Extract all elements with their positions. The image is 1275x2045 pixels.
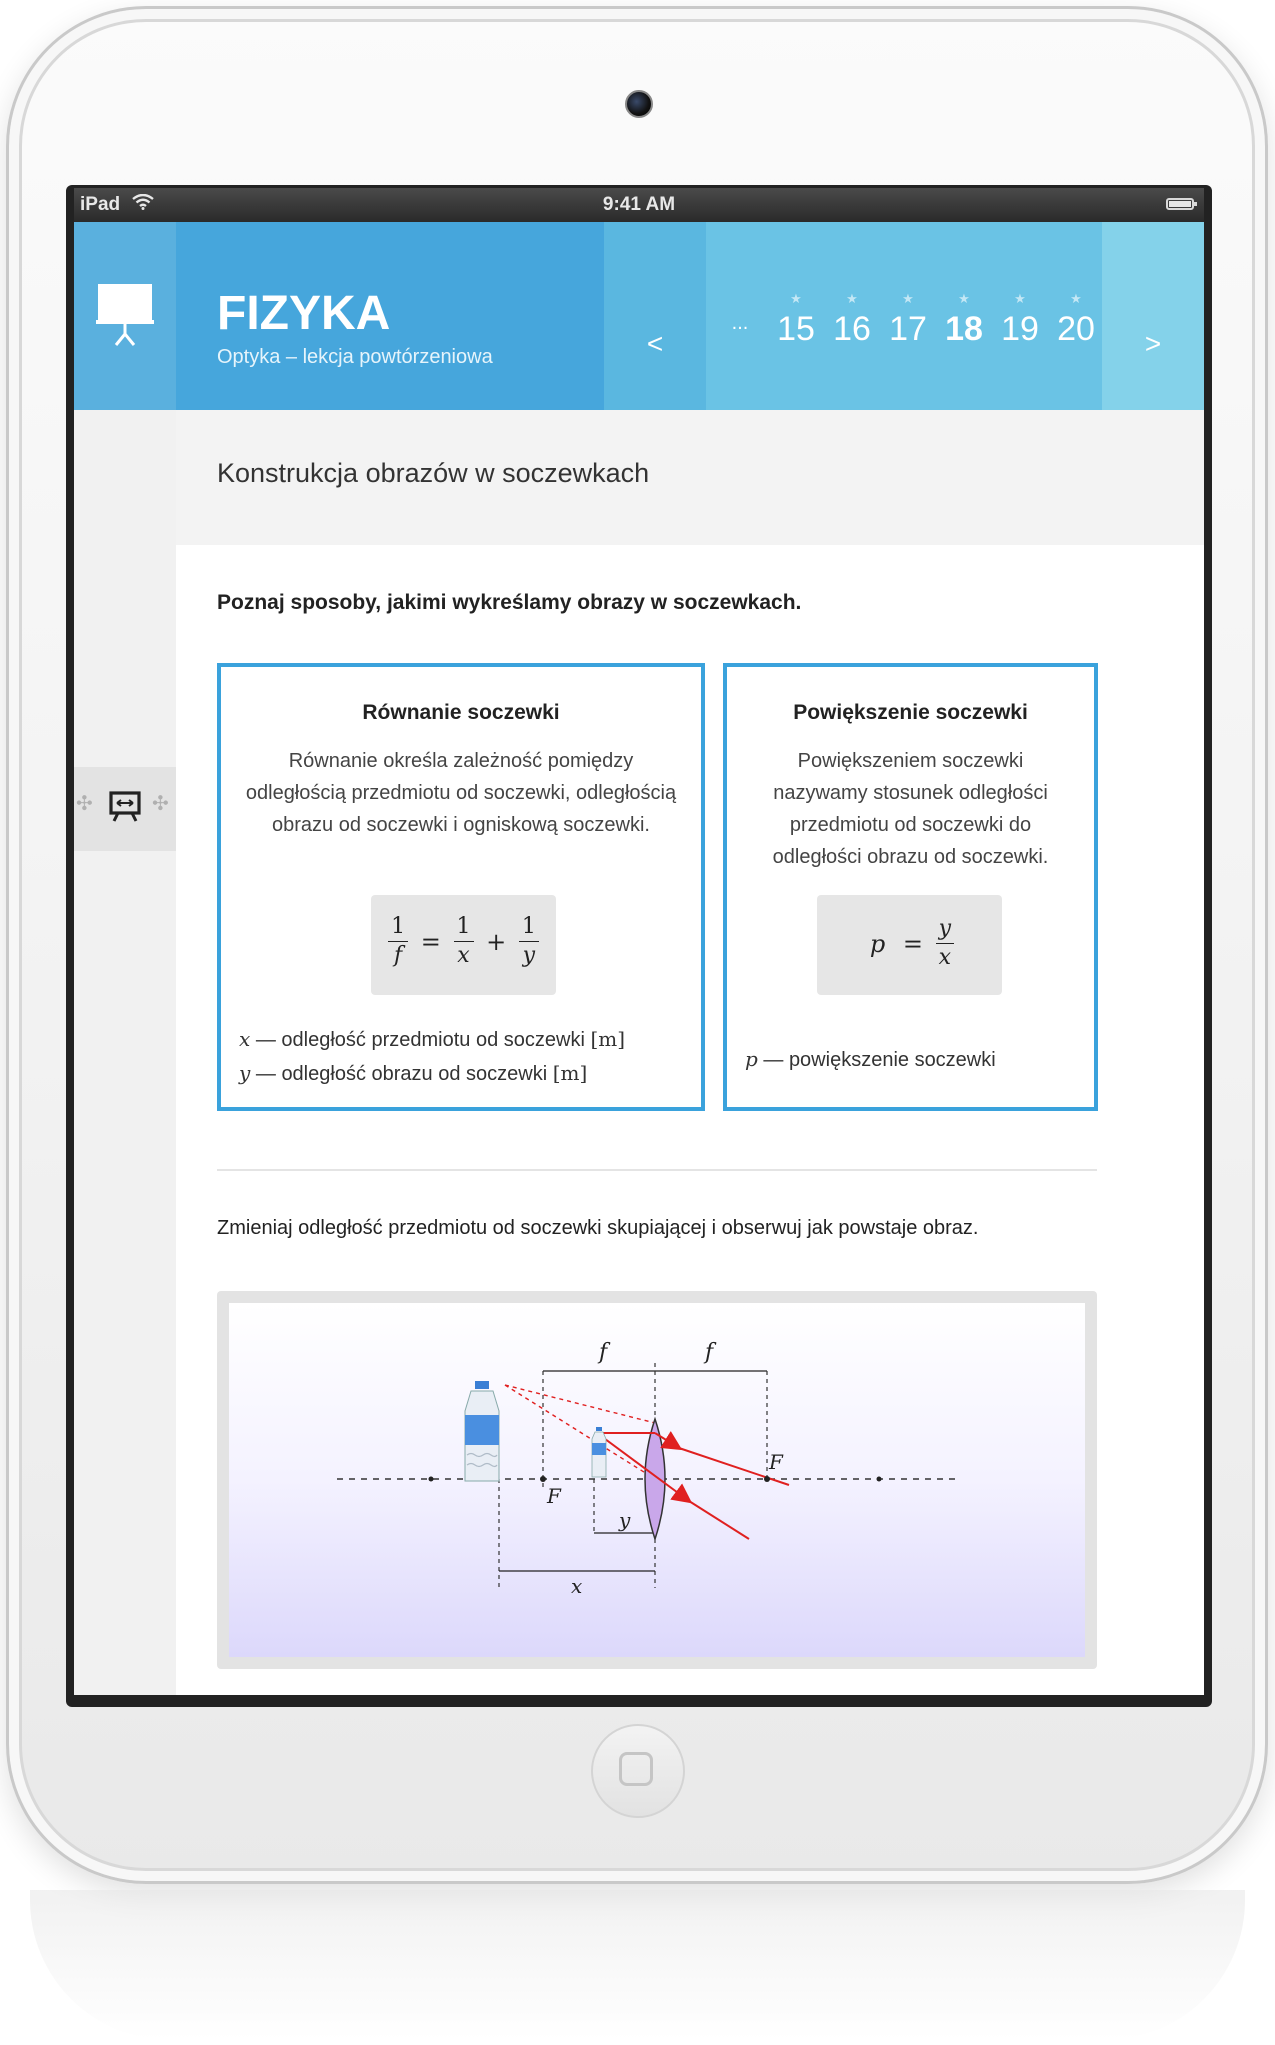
battery-icon [1166, 198, 1194, 210]
legend-symbol: p [745, 1047, 758, 1071]
legend-text: odległość przedmiotu od soczewki [281, 1029, 585, 1051]
legend-dash: — [255, 1063, 276, 1085]
formula-denominator: f [394, 943, 403, 968]
star-icon: ★ [846, 291, 858, 306]
chevron-left-icon: < [646, 328, 664, 359]
expand-board-icon[interactable] [108, 789, 142, 823]
magnification-card [723, 663, 1098, 1111]
legend-item [745, 1047, 996, 1072]
section-title: Konstrukcja obrazów w soczewkach [217, 458, 650, 488]
page-label: 19 [1001, 310, 1039, 348]
device-name: iPad [80, 194, 121, 215]
focus-label-left: F [547, 1484, 561, 1508]
move-right-icon[interactable]: ✣ [152, 793, 169, 815]
light-ray [689, 1501, 749, 1539]
lens-equation-card [217, 663, 705, 1111]
star-icon: ★ [958, 291, 970, 306]
object-bottle [465, 1381, 499, 1481]
star-icon: ★ [790, 291, 802, 306]
card-description: Równanie określa zależność pomiędzy odległością przedmiotu od soczewki, odległością obrazu od soczewki i ogniskową soczewki. [245, 750, 677, 836]
legend-unit: [m] [552, 1061, 588, 1085]
page-navigator [706, 222, 1102, 410]
legend-text: powiększenie soczewki [788, 1049, 996, 1071]
image-distance-label: y [619, 1508, 631, 1532]
page-number-19[interactable] [992, 292, 1048, 349]
formula-lhs: p [869, 929, 886, 958]
device-reflection [30, 1890, 1245, 2040]
axis-point [429, 1477, 434, 1482]
optics-diagram [229, 1303, 1085, 1657]
app-title: FIZYKA [217, 287, 391, 340]
focus-label-right: F [769, 1450, 783, 1474]
simulation-canvas[interactable] [229, 1303, 1085, 1657]
page-label: 20 [1057, 310, 1095, 348]
page-number-16[interactable] [824, 292, 880, 349]
legend-symbol: x [239, 1027, 251, 1051]
formula-numerator: 1 [519, 913, 539, 942]
lesson-content [176, 545, 1204, 1695]
legend-item [239, 1061, 587, 1086]
star-icon: ★ [1014, 291, 1026, 306]
ray-guide [505, 1385, 655, 1423]
presentation-board-icon [96, 282, 154, 348]
previous-page-button[interactable] [604, 222, 706, 410]
menu-button[interactable] [74, 222, 176, 410]
star-icon: ★ [902, 291, 914, 306]
title-area [176, 222, 604, 410]
status-bar [74, 188, 1204, 222]
page-label: ... [731, 312, 749, 334]
legend-item [239, 1027, 625, 1052]
section-header [176, 410, 1204, 545]
front-camera [625, 90, 653, 118]
page-number-20[interactable] [1048, 292, 1104, 349]
lens-equation-formula [371, 895, 556, 995]
page-number-15[interactable] [768, 292, 824, 349]
page-number-17[interactable] [880, 292, 936, 349]
formula-plus: + [486, 927, 507, 956]
axis-point [877, 1477, 882, 1482]
legend-text: odległość obrazu od soczewki [281, 1063, 548, 1085]
simulation-instruction: Zmieniaj odległość przedmiotu od soczewki skupiającej i obserwuj jak powstaje obraz. [217, 1217, 979, 1239]
rail-toolbar [74, 767, 176, 851]
lens-simulation[interactable] [217, 1291, 1097, 1669]
light-ray [597, 1433, 689, 1501]
legend-symbol: y [239, 1061, 251, 1085]
card-description: Powiększeniem soczewki nazywamy stosunek odległości przedmiotu od soczewki do odległości obrazu od soczewki. [772, 750, 1049, 868]
focal-point [764, 1476, 770, 1482]
formula-numerator: y [936, 915, 954, 944]
page-label: 18 [945, 310, 983, 348]
screen [74, 188, 1204, 1695]
next-page-button[interactable] [1102, 222, 1204, 410]
page-label: 17 [889, 310, 927, 348]
object-distance-label: x [571, 1574, 583, 1598]
home-button-square-icon [619, 1752, 653, 1786]
intro-text: Poznaj sposoby, jakimi wykreślamy obrazy w soczewkach. [217, 591, 802, 614]
app-header [74, 222, 1204, 410]
status-time: 9:41 AM [602, 194, 676, 215]
page-ellipsis [712, 312, 768, 335]
page-number-18[interactable] [936, 292, 992, 349]
formula-denominator: y [522, 943, 536, 968]
focal-length-label-left: f [599, 1340, 608, 1365]
left-rail [74, 410, 176, 1695]
legend-dash: — [763, 1049, 784, 1071]
legend-dash: — [255, 1029, 276, 1051]
card-title: Równanie soczewki [362, 701, 560, 724]
page-label: 15 [777, 310, 815, 348]
formula-denominator: x [938, 945, 952, 970]
formula-numerator: 1 [454, 913, 474, 942]
section-divider [217, 1169, 1097, 1171]
move-left-icon[interactable]: ✣ [76, 793, 93, 815]
page-label: 16 [833, 310, 871, 348]
formula-denominator: x [457, 943, 470, 968]
image-bottle [592, 1427, 606, 1477]
magnification-formula [817, 895, 1002, 995]
app-subtitle: Optyka – lekcja powtórzeniowa [217, 346, 493, 368]
formula-equals: = [902, 929, 924, 958]
focal-point [540, 1476, 546, 1482]
focal-length-label-right: f [705, 1340, 714, 1365]
formula-numerator: 1 [388, 913, 408, 942]
chevron-right-icon: > [1144, 328, 1162, 359]
card-title: Powiększenie soczewki [793, 701, 1028, 724]
home-button[interactable] [591, 1724, 685, 1818]
legend-unit: [m] [590, 1027, 626, 1051]
star-icon: ★ [1070, 291, 1082, 306]
formula-equals: = [420, 927, 441, 956]
